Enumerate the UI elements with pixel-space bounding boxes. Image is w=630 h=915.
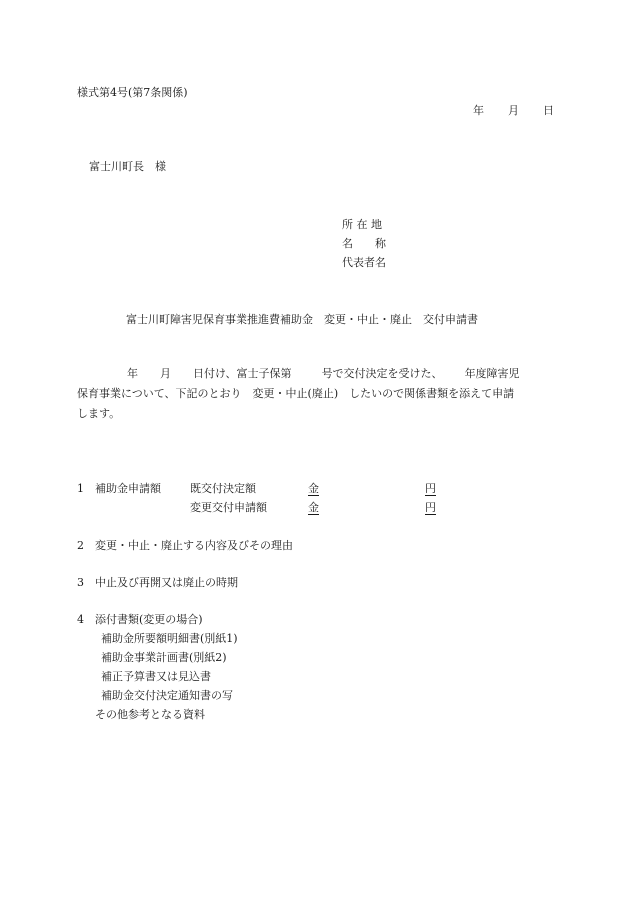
body-number-ref: 号で交付決定を受けた、 bbox=[321, 367, 443, 380]
addressee: 富士川町長 様 bbox=[89, 160, 166, 173]
body-month: 月 bbox=[160, 367, 171, 380]
attachment-3: 補正予算書又は見込書 bbox=[101, 670, 211, 683]
attachment-5: その他参考となる資料 bbox=[95, 708, 205, 721]
applicant-name-label: 名 称 bbox=[342, 237, 386, 250]
item1-label: 補助金申請額 bbox=[95, 482, 161, 495]
item1-row1-amount bbox=[308, 482, 438, 496]
applicant-address-label: 所 在 地 bbox=[342, 218, 382, 231]
date-year: 年 bbox=[473, 104, 484, 117]
form-number: 様式第4号(第7条関係) bbox=[77, 86, 188, 99]
item4-number: 4 bbox=[77, 613, 84, 626]
document-title: 富士川町障害児保育事業推進費補助金 変更・中止・廃止 交付申請書 bbox=[126, 313, 478, 326]
item1-number: 1 bbox=[77, 482, 84, 495]
date-day: 日 bbox=[543, 104, 554, 117]
item3-label: 中止及び再開又は廃止の時期 bbox=[95, 576, 238, 589]
item1-row2-amount bbox=[308, 501, 438, 515]
yen-prefix: 金 bbox=[308, 482, 319, 495]
attachment-1: 補助金所要額明細書(別紙1) bbox=[101, 632, 238, 645]
date-line bbox=[473, 104, 554, 118]
item1-row2-label: 変更交付申請額 bbox=[190, 501, 267, 514]
applicant-rep-label: 代表者名 bbox=[342, 256, 386, 269]
attachment-4: 補助金交付決定通知書の写 bbox=[101, 689, 233, 702]
item2-number: 2 bbox=[77, 539, 84, 552]
item3-number: 3 bbox=[77, 576, 84, 589]
date-month: 月 bbox=[508, 104, 519, 117]
body-line-1 bbox=[127, 367, 520, 381]
yen-suffix: 円 bbox=[425, 482, 436, 495]
attachment-2: 補助金事業計画書(別紙2) bbox=[101, 651, 227, 664]
item1-row1-label: 既交付決定額 bbox=[190, 482, 256, 495]
body-date-ref: 日付け、富士子保第 bbox=[193, 367, 292, 380]
body-line-3: します。 bbox=[77, 407, 121, 420]
yen-prefix: 金 bbox=[308, 501, 319, 514]
body-year: 年 bbox=[127, 367, 138, 380]
body-fiscal-year: 年度障害児 bbox=[464, 367, 520, 380]
body-line-2: 保育事業について、下記のとおり 変更・中止(廃止) したいので関係書類を添えて申請 bbox=[77, 387, 515, 400]
yen-suffix: 円 bbox=[425, 501, 436, 514]
item4-label: 添付書類(変更の場合) bbox=[95, 613, 203, 626]
item2-label: 変更・中止・廃止する内容及びその理由 bbox=[95, 539, 293, 552]
